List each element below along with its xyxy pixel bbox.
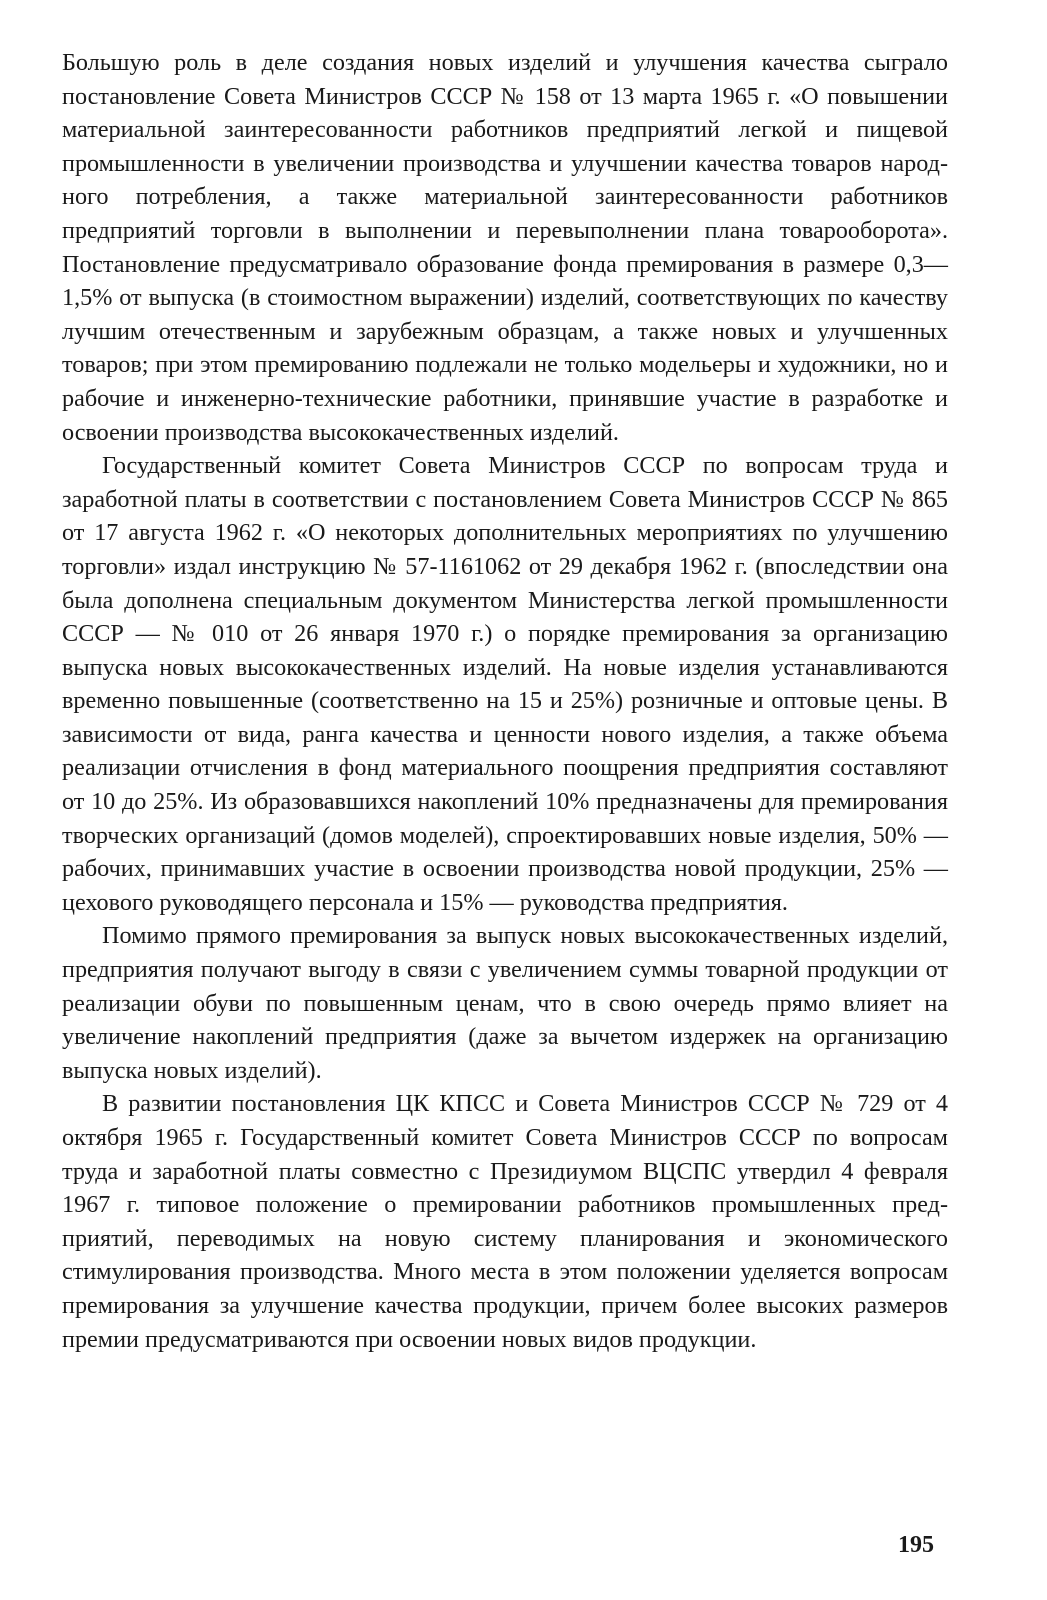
paragraph-2: Государственный комитет Совета Министров СССР по вопросам труда и заработной платы в соответствии с постановлением Совета Министров СССР № 865 от 17 августа 1962 г. «О некоторых дополнительных мероприятиях по улучшению торговли» издал инструкцию № 57-1161062 от 29 декабря 1962 г. (впоследствии она была дополнена специальным документом Министерства легкой промышленности СССР — № 010 от 26 января 1970 г.) о порядке премирования за организацию выпуска новых высококачественных изделий. На новые изделия устанавливаются временно повышенные (соответственно на 15 и 25%) розничные и оптовые цены. В зависимости от вида, ранга качества и ценности нового изделия, а также объема реализации отчисления в фонд материального поощрения предприятия составляют от 10 до 25%. Из образовавшихся накоплений 10% предназначены для премирования творческих организаций (домов моделей), спроектировавших новые изделия, 50% — рабочих, принимавших участие в освоении производства новой продукции, 25% — цехового руководящего персонала и 15% — руководства предприятия. xyxy=(62,452,948,916)
page-number: 195 xyxy=(898,1532,934,1558)
paragraph-4: В развитии постановления ЦК КПСС и Совета Министров СССР № 729 от 4 октября 1965 г. Государственный комитет Совета Министров СССР по вопросам труда и заработной платы совместно с Президиумом ВЦСПС утвердил 4 февраля 1967 г. типовое положение о премировании работников промышленных предприятий, переводимых на новую систему планирования и экономического стимулирования производства. Много места в этом положении уделяется вопросам премирования за улучшение качества продукции, причем более высоких размеров премии предусматриваются при освоении новых видов продукции. xyxy=(62,1090,948,1353)
paragraph-3: Помимо прямого премирования за выпуск новых высококачественных изделий, предприятия получают выгоду в связи с увеличением суммы товарной продукции от реализации обуви по повышенным ценам, что в свою очередь прямо влияет на увеличение накоплений предприятия (даже за вычетом издержек на организацию выпуска новых изделий). xyxy=(62,922,948,1084)
paragraph-1: Большую роль в деле создания новых изделий и улучшения качества сыграло постановление Совета Министров СССР № 158 от 13 марта 1965 г. «О повышении материальной заинтересованности работников предприятий легкой и пищевой промышленности в увеличении производства и улучшении качества товаров народного потребления, а также материальной заинтересованности работников предприятий торговли в выполнении и перевыполнении плана товарооборота». Постановление предусматривало образование фонда премирования в размере 0,3—1,5% от выпуска (в стоимостном выражении) изделий, соответствующих по качеству лучшим отечественным и зарубежным образцам, а также новых и улучшенных товаров; при этом премированию подлежали не только модельеры и художники, но и рабочие и инженерно-технические работники, принявшие участие в разработке и освоении производства высококачественных изделий. xyxy=(62,49,948,446)
page-text xyxy=(62,46,948,1546)
